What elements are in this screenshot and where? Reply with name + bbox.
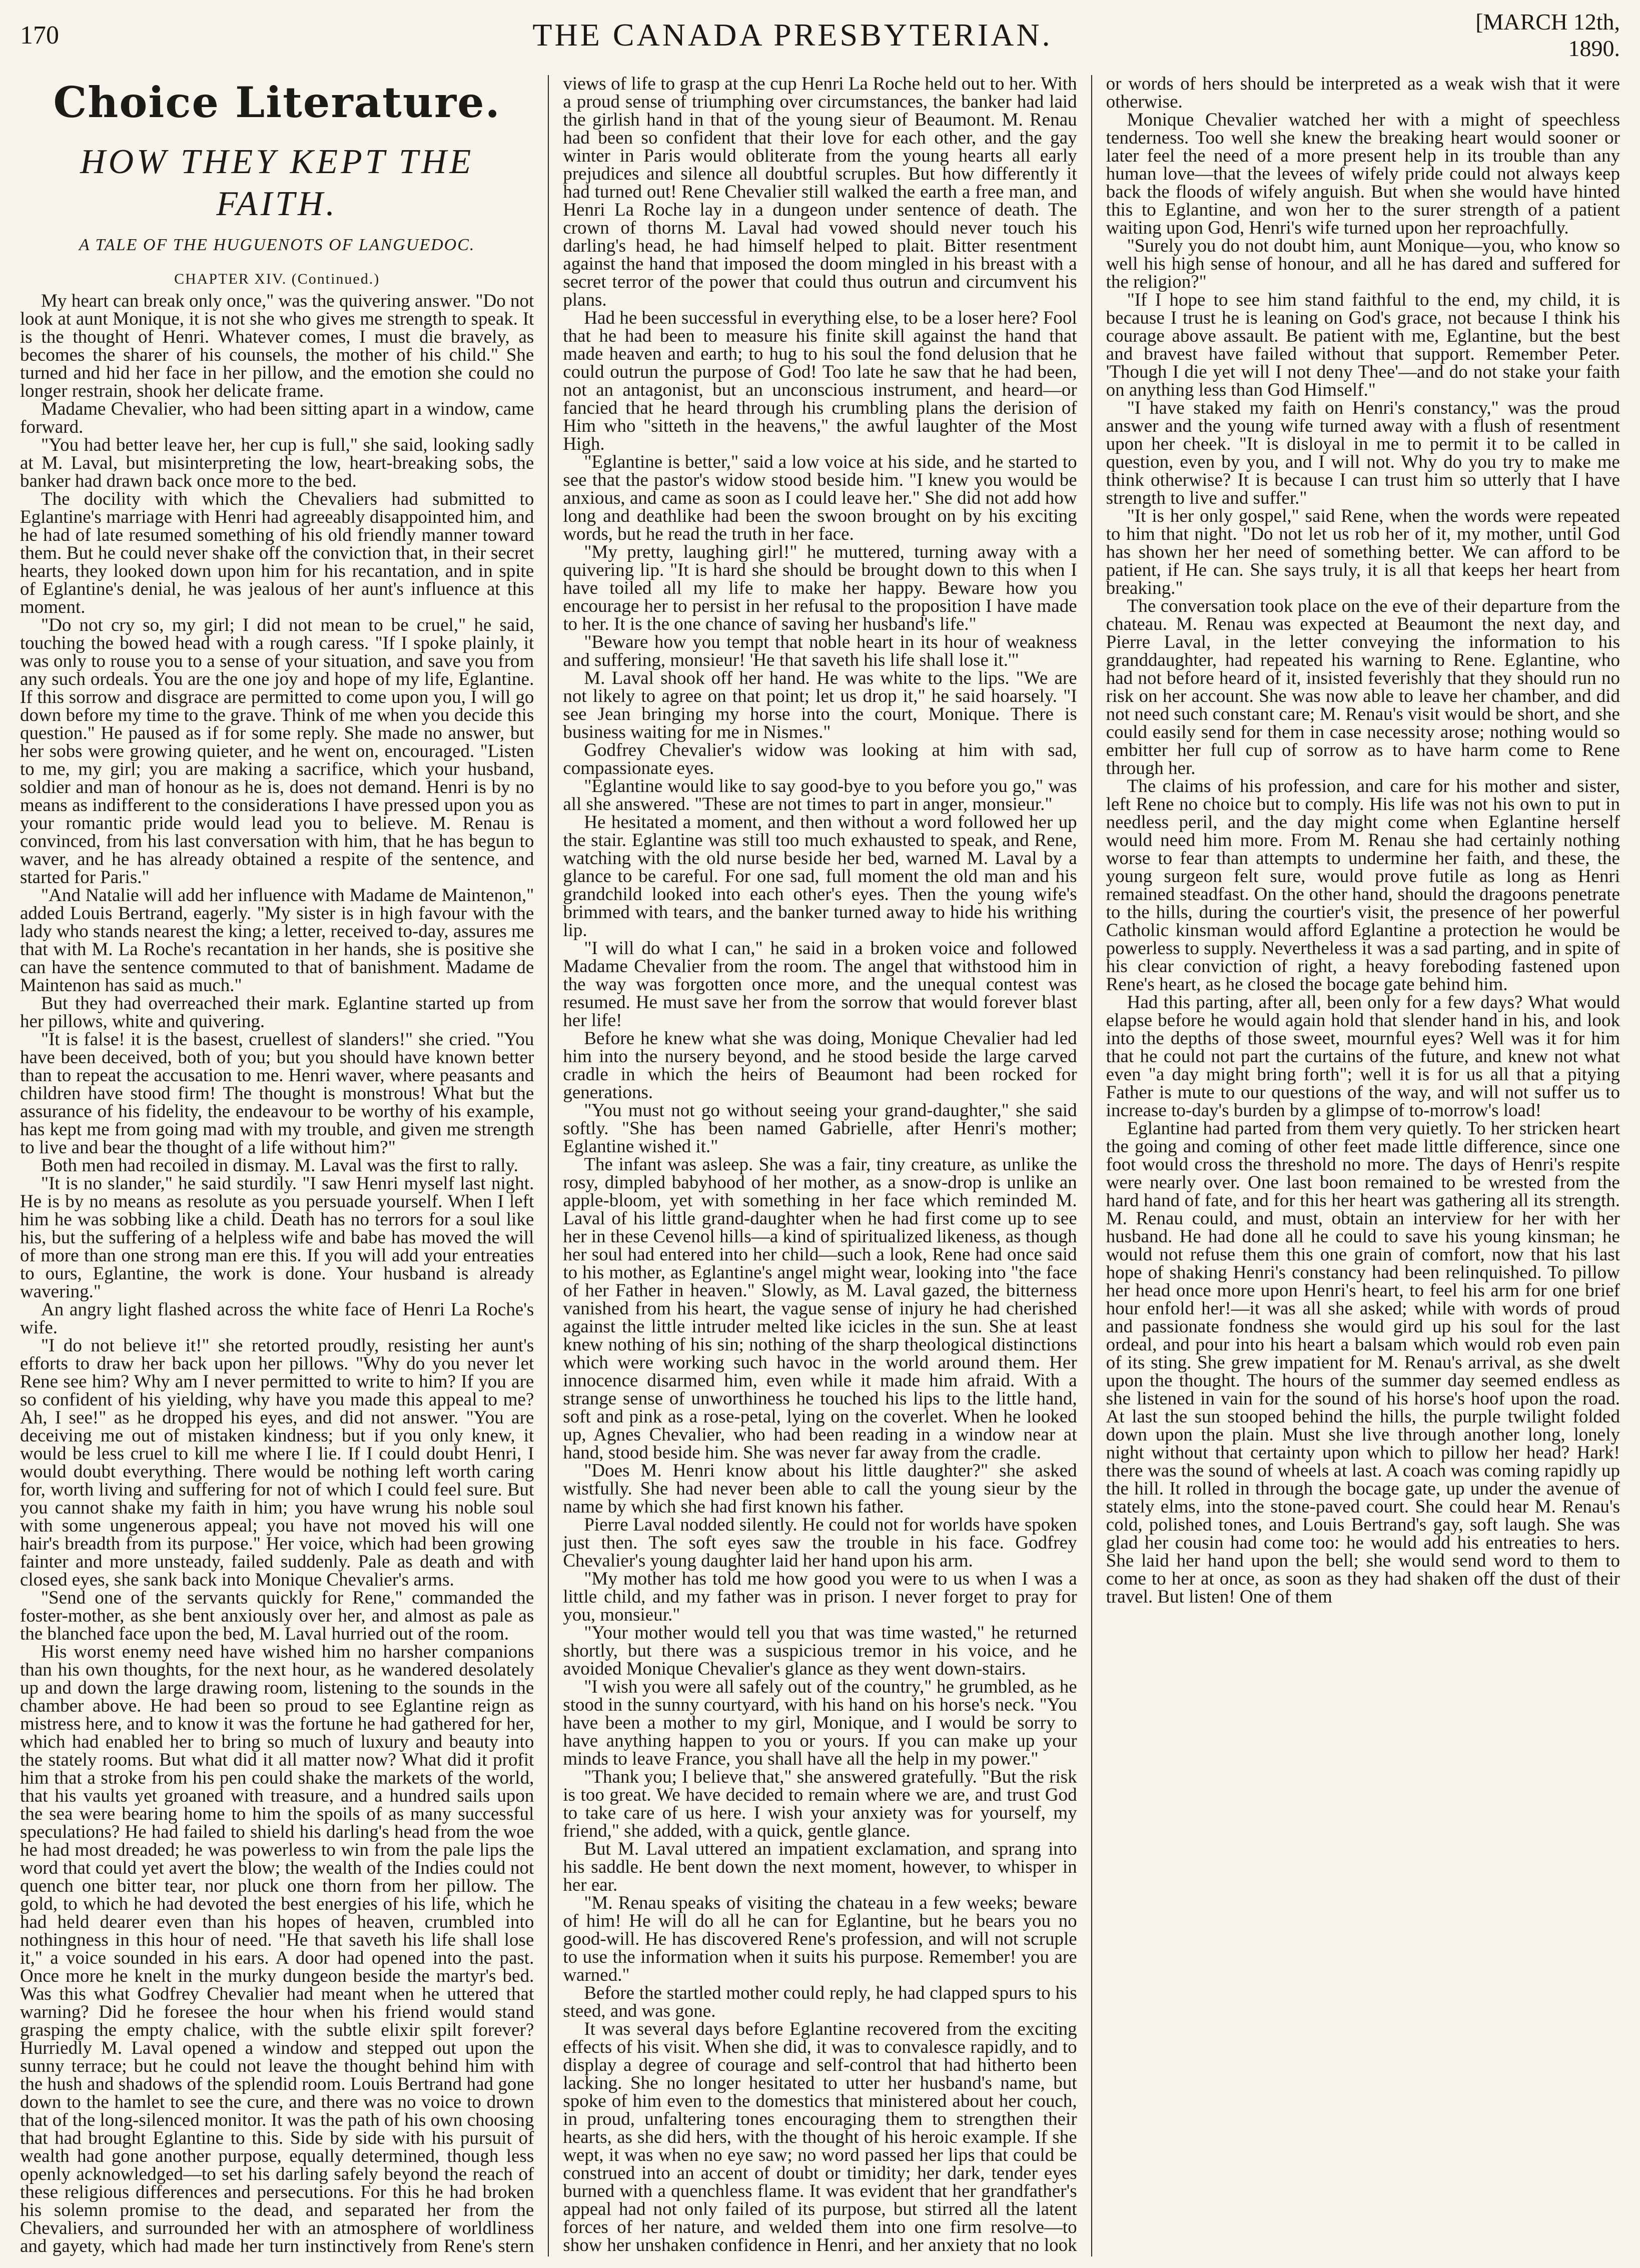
paragraph: "It is no slander," he said sturdily. "I saw Henri myself last night. He is by no means as resolute as you persuade yourself. When I left him he was sobbing like a child. Death has no terrors for a soul like his, but the suffering of a helpless wife and babe has moved the will of more than one strong man ere this. If you will add your entreaties to ours, Eglantine, the work is done. Your husband is already wavering."	[20, 1173, 534, 1302]
story-title: HOW THEY KEPT THE FAITH.	[80, 143, 474, 223]
article-body	[20, 75, 1620, 2256]
running-head	[20, 9, 1620, 61]
paragraph: Monique Chevalier watched her with a might of speechless tenderness. Too well she knew the breaking heart would sooner or later feel the need of a more present help in its trouble than any human love—that the levees of wifely pride could not always keep back the floods of wifely anguish. But when she would have hinted this to Eglantine, and won her to the surer strength of a patient waiting upon God, Henri's wife turned upon her reproachfully.	[1106, 110, 1620, 238]
paragraph: An angry light flashed across the white face of Henri La Roche's wife.	[20, 1299, 534, 1338]
paragraph: "Beware how you tempt that noble heart in its hour of weakness and suffering, monsieur! 'He that saveth his life shall lose it.'"	[563, 632, 1077, 670]
paragraph: My heart can break only once," was the quivering answer. "Do not look at aunt Monique, it is not she who gives me strength to speak. It is the thought of Henri. Whatever comes, I must die bravely, as becomes the sharer of his counsels, the mother of his child." She turned and hid her face in her pillow, and the emotion she could no longer restrain, shook her delicate frame.	[20, 291, 534, 401]
paragraph: "You must not go without seeing your grand-daughter," she said softly. "She has been named Gabrielle, after Henri's mother; Eglantine wished it."	[563, 1100, 1077, 1157]
chapter-heading: CHAPTER XIV. (Continued.)	[174, 271, 380, 287]
paragraph: The docility with which the Chevaliers had submitted to Eglantine's marriage with Henri had agreeably disappointed him, and he had of late resumed something of his old friendly manner toward them. But he could never shake off the conviction that, in their secret hearts, they looked down upon him for his recantation, and in spite of Eglantine's denial, he was jealous of her aunt's influence at this moment.	[20, 489, 534, 617]
paragraph: It was several days before Eglantine recovered from the exciting effects of his visit. When she did, it was to convalesce rapidly, and to display a degree of courage and self-control that had hitherto been lacking. She no longer hesitated to utter her husband's name, but spoke of him even to the domestics that ministered about her couch, in proud, unfaltering tones encouraging them to strengthen their hearts, as she did hers, with the thought of his heroic example. If she wept, it was when no eye saw; no word passed her lips that could be construed into an accent of doubt or timidity; her dark, tender eyes burned with a quenchless flame. It was evident that her grandfather's appeal had not only failed of its purpose, but stirred all the latent forces of her nature, and welded them into one firm resolve—to show her unshaken confidence in Henri, and her anxiety that no look or words of hers should be interpreted as a weak wish that it were otherwise.	[563, 74, 1620, 2255]
paragraph: "Eglantine is better," said a low voice at his side, and he started to see that the pastor's widow stood beside him. "I knew you would be anxious, and came as soon as I could leave her." She did not add how long and deathlike had been the swoon brought on by his exciting words, but he read the truth in her face.	[563, 452, 1077, 544]
article-columns	[20, 75, 1620, 2256]
page-number: 170	[20, 21, 59, 50]
publication-title: THE CANADA PRESBYTERIAN.	[532, 17, 1053, 53]
paragraph: "You had better leave her, her cup is full," she said, looking sadly at M. Laval, but misinterpreting the low, heart-breaking sobs, the banker had drawn back once more to the bed.	[20, 435, 534, 491]
paragraph: "My pretty, laughing girl!" he muttered, turning away with a quivering lip. "It is hard she should be brought down to this when I have toiled all my life to make her happy. Beware how you encourage her to persist in her refusal to the proposition I have made to her. It is the one chance of saving her husband's life."	[563, 542, 1077, 634]
paragraph: "Thank you; I believe that," she answered gratefully. "But the risk is too great. We have decided to remain where we are, and trust God to take care of us here. I wish your anxiety was for yourself, my friend," she added, with a quick, gentle glance.	[563, 1767, 1077, 1841]
paragraph: Eglantine had parted from them very quietly. To her stricken heart the going and coming of other feet made little difference, since one foot would cross the threshold no more. The days of Henri's respite were nearly over. One last boon remained to be wrested from the hard hand of fate, and for this her heart was gathering all its strength. M. Renau could, and must, obtain an interview for her with her husband. He had done all he could to save his young kinsman; he would not refuse them this one grain of comfort, now that his last hope of shaking Henri's constancy had been relinquished. To pillow her head once more upon Henri's heart, to feel his arm for one brief hour enfold her!—it was all she asked; while with words of proud and passionate fondness she would gird up his soul for the last ordeal, and pour into his heart a balsam which would rob even pain of its sting. She grew impatient for M. Renau's arrival, as she dwelt upon the thought. The hours of the summer day seemed endless as she listened in vain for the sound of his horse's hoof upon the road. At last the sun stooped behind the hills, the purple twilight folded down upon the plain. Must she live through another long, lonely night without that certainty upon which to pillow her head? Hark! there was the sound of wheels at last. A coach was coming rapidly up the hill. It rolled in through the bocage gate, up under the avenue of stately elms, into the stone-paved court. She could hear M. Renau's cold, polished tones, and Louis Bertrand's gay, soft laugh. She was glad her cousin had come too: he would add his entreaties to hers. She laid her hand upon the bell; she would send word to them to come to her at once, as soon as they had shaken off the dust of their travel. But listen! One of them	[1106, 1118, 1620, 1607]
paragraph: His worst enemy need have wished him no harsher companions than his own thoughts, for the next hour, as he wandered desolately up and down the large drawing room, listening to the sounds in the chamber above. He had been so proud to see Eglantine reign as mistress here, and to know it was the fortune he had gathered for her, which had enabled her to bring so much of luxury and beauty into the stately rooms. But what did it all matter now? What did it profit him that a stroke from his pen could shake the markets of the world, that his vaults yet groaned with treasure, and a hundred sails upon the sea were bearing home to him the spoils of as many successful speculations? He had failed to shield his darling's head from the woe he had most dreaded; he was powerless to win from the pale lips the word that could yet avert the blow; the wealth of the Indies could not quench one bitter tear, nor pluck one thorn from her pillow. The gold, to which he had devoted the best energies of his life, which he had held dearer even than his hopes of heaven, crumbled into nothingness in this hour of need. "He that saveth his life shall lose it," a voice sounded in his ears. A door had opened into the past. Once more he knelt in the murky dungeon beside the martyr's bed. Was this what Godfrey Chevalier had meant when he uttered that warning? Did he foresee the hour when his friend would stand grasping the empty chalice, with the subtle elixir spilt forever? Hurriedly M. Laval opened a window and stepped out upon the sunny terrace; but he could not leave the thought behind him with the hush and shadows of the splendid room. Louis Bertrand had gone down to the hamlet to see the cure, and there was no voice to drown that of the long-silenced monitor. It was the path of his own choosing that had brought Eglantine to this. Side by side with his pursuit of wealth had gone another purpose, equally determined, though less openly acknowledged—to set his darling safely beyond the reach of these religious differences and persecutions. For this he had broken his solemn promise to the dead, and separated her from the Chevaliers, and surrounded her with an atmosphere of worldliness and gayety, which had made her turn instinctively from Rene's stern views of life to grasp at the cup Henri La Roche held out to her. With a proud sense of triumphing over circumstances, the banker had laid the girlish hand in that of the young sieur of Beaumont. M. Renau had been so confident that their love for each other, and the gay winter in Paris would obliterate from the young hearts all early prejudices and silence all doubtful scruples. But how differently it had turned out! Rene Chevalier still walked the earth a free man, and Henri La Roche lay in a dungeon under sentence of death. The crown of thorns M. Laval had vowed should never touch his darling's head, he had himself helped to plait. Bitter resentment against the hand that imposed the doom mingled in his breast with a secret terror of the power that could thus outrun and circumvent his plans.	[20, 74, 1077, 2256]
paragraph: Before the startled mother could reply, he had clapped spurs to his steed, and was gone.	[563, 1983, 1077, 2021]
paragraph: "Eglantine would like to say good-bye to you before you go," was all she answered. "These are not times to part in anger, monsieur."	[563, 776, 1077, 815]
paragraph: "If I hope to see him stand faithful to the end, my child, it is because I trust he is leaning on God's grace, not because I think his courage above assault. Be patient with me, Eglantine, but the best and bravest have failed without that support. Remember Peter. 'Though I die yet will I not deny Thee'—and do not stake your faith on anything less than God Himself."	[1106, 290, 1620, 400]
paragraph: The conversation took place on the eve of their departure from the chateau. M. Renau was expected at Beaumont the next day, and Pierre Laval, in the letter conveying the information to his granddaughter, had repeated his warning to Rene. Eglantine, who had not before heard of it, insisted feverishly that they should run no risk on her account. She was now able to leave her chamber, and did not need such constant care; M. Renau's visit would be short, and she could easily send for them in case necessity arose; nothing would so embitter her full cup of sorrow as to have harm come to Rene through her.	[1106, 596, 1620, 779]
paragraph: Both men had recoiled in dismay. M. Laval was the first to rally.	[41, 1155, 518, 1176]
paragraph: But M. Laval uttered an impatient exclamation, and sprang into his saddle. He bent down the next moment, however, to whisper in her ear.	[563, 1839, 1077, 1895]
paragraph: "And Natalie will add her influence with Madame de Maintenon," added Louis Bertrand, eagerly. "My sister is in high favour with the lady who stands nearest the king; a letter, received to-day, assures me that with M. La Roche's recantation in her hands, she is positive she can have the sentence commuted to that of banishment. Madame de Maintenon has said as much."	[20, 885, 534, 996]
paragraph: Madame Chevalier, who had been sitting apart in a window, came forward.	[20, 399, 534, 437]
paragraph: M. Laval shook off her hand. He was white to the lips. "We are not likely to agree on that point; let us drop it," he said hoarsely. "I see Jean bringing my horse into the court, Monique. There is business waiting for me in Nismes."	[563, 668, 1077, 742]
paragraph: "It is her only gospel," said Rene, when the words were repeated to him that night. "Do not let us rob her of it, my mother, until God has shown her her need of something better. We can afford to be patient, if He can. She says truly, it is all that keeps her heart from breaking."	[1106, 506, 1620, 598]
story-subtitle: A TALE OF THE HUGUENOTS OF LANGUEDOC.	[79, 236, 475, 254]
paragraph: "Does M. Henri know about his little daughter?" she asked wistfully. She had never been able to call the young sieur by the name by which she had first known his father.	[563, 1460, 1077, 1517]
paragraph: "Your mother would tell you that was time wasted," he returned shortly, but there was a suspicious tremor in his voice, and he avoided Monique Chevalier's glance as they went down-stairs.	[563, 1623, 1077, 1679]
paragraph: The infant was asleep. She was a fair, tiny creature, as unlike the rosy, dimpled babyhood of her mother, as a snow-drop is unlike an apple-bloom, yet with something in her face which reminded M. Laval of his little grand-daughter when he had first come up to see her in these Cevenol hills—a kind of spiritualized likeness, as though her soul had entered into her child—such a look, Rene had once said to his mother, as Eglantine's angel might wear, looking into "the face of her Father in heaven." Slowly, as M. Laval gazed, the bitterness vanished from his heart, the vague sense of injury he had cherished against the little intruder melted like icicles in the sun. She at least knew nothing of his sin; nothing of the sharp theological distinctions which were working such havoc in the world around them. Her innocence disarmed him, even while it made him afraid. With a strange sense of unworthiness he touched his lips to the little hand, soft and pink as a rose-petal, lying on the coverlet. When he looked up, Agnes Chevalier, who had been reading in a window near at hand, stood beside him. She was never far away from the cradle.	[563, 1154, 1077, 1463]
paragraph: Pierre Laval nodded silently. He could not for worlds have spoken just then. The soft eyes saw the trouble in his face. Godfrey Chevalier's young daughter laid her hand upon his arm.	[563, 1515, 1077, 1571]
paragraph: Godfrey Chevalier's widow was looking at him with sad, compassionate eyes.	[563, 740, 1077, 779]
paragraph: But they had overreached their mark. Eglantine started up from her pillows, white and quivering.	[20, 993, 534, 1032]
paragraph: "Surely you do not doubt him, aunt Monique—you, who know so well his high sense of honour, and all he has dared and suffered for the religion?"	[1106, 236, 1620, 292]
paragraph: "I do not believe it!" she retorted proudly, resisting her aunt's efforts to draw her back upon her pillows. "Why do you never let Rene see him? Why am I never permitted to write to him? If you are so confident of his yielding, why have you made this appeal to me? Ah, I see!" as he dropped his eyes, and did not answer. "You are deceiving me out of mistaken kindness; but if you only knew, it would be less cruel to kill me where I lie. If I could doubt Henri, I would doubt everything. There would be nothing left worth caring for, worth living and suffering for not of which I could feel sure. But you cannot shake my faith in him; you have wrung his noble soul with some ungenerous appeal; you have not moved his will one hair's breadth from its purpose." Her voice, which had been growing fainter and more unsteady, failed suddenly. Pale as death and with closed eyes, she sank back into Monique Chevalier's arms.	[20, 1335, 534, 1590]
paragraph: He hesitated a moment, and then without a word followed her up the stair. Eglantine was still too much exhausted to speak, and Rene, watching with the old nurse beside her bed, warned M. Laval by a glance to be careful. For one sad, full moment the old man and his grandchild looked into each other's eyes. Then the young wife's brimmed with tears, and the banker turned away to hide his writhing lip.	[563, 812, 1077, 941]
paragraph: "My mother has told me how good you were to us when I was a little child, and my father was in prison. I never forget to pray for you, monsieur."	[563, 1569, 1077, 1625]
paragraph: "M. Renau speaks of visiting the chateau in a few weeks; beware of him! He will do all he can for Eglantine, but he bears you no good-will. He has discovered Rene's profession, and will not scruple to use the information when it suits his purpose. Remember! you are warned."	[563, 1893, 1077, 1985]
issue-date: [MARCH 12th, 1890.	[1475, 9, 1620, 61]
paragraph: "It is false! it is the basest, cruellest of slanders!" she cried. "You have been deceived, both of you; but you should have known better than to repeat the accusation to me. Henri waver, where peasants and children have stood firm! The thought is monstrous! What but the assurance of his fidelity, the endeavour to be worthy of his example, has kept me from going mad with my trouble, and given me strength to live and bear the thought of a life without him?"	[20, 1029, 534, 1158]
paragraph: "I will do what I can," he said in a broken voice and followed Madame Chevalier from the room. The angel that withstood him in the way was forgotten once more, and the unequal contest was resumed. He must save her from the sorrow that would forever blast her life!	[563, 938, 1077, 1031]
section-heading: Choice Literature.	[53, 78, 501, 127]
paragraph: "Send one of the servants quickly for Rene," commanded the foster-mother, as she bent anxiously over her, and almost as pale as the blanched face upon the bed, M. Laval hurried out of the room.	[20, 1588, 534, 1644]
paragraph: Before he knew what she was doing, Monique Chevalier had led him into the nursery beyond, and he stood beside the large carved cradle in which the heirs of Beaumont had been rocked for generations.	[563, 1028, 1077, 1103]
paragraph: "I have staked my faith on Henri's constancy," was the proud answer and the young wife turned away with a flush of resentment upon her cheek. "It is disloyal in me to permit it to be called in question, even by you, and I will not. Why do you try to make me think otherwise? It is because I can trust him so utterly that I have strength to live and suffer."	[1106, 398, 1620, 508]
paragraph: Had he been successful in everything else, to be a loser here? Fool that he had been to measure his finite skill against the hand that made heaven and earth; to hug to his soul the fond delusion that he could outrun the purpose of God! Too late he saw that he had been, not an antagonist, but an unconscious instrument, and heard—or fancied that he heard through his crumbling plans the derision of Him who "sitteth in the heavens," the awful laughter of the Most High.	[563, 308, 1077, 454]
paragraph: "I wish you were all safely out of the country," he grumbled, as he stood in the sunny courtyard, with his hand on his horse's neck. "You have been a mother to my girl, Monique, and I would be sorry to have anything happen to you or yours. If you can make up your minds to leave France, you shall have all the help in my power."	[563, 1677, 1077, 1769]
paragraph: Had this parting, after all, been only for a few days? What would elapse before he would again hold that slender hand in his, and look into the depths of those sweet, mournful eyes? Well was it for him that he could not part the curtains of the future, and knew not what even "a day might bring forth"; well it is for us all that a pitying Father is mute to our questions of the way, and will not suffer us to increase to-day's burden by a glimpse of to-morrow's load!	[1106, 992, 1620, 1121]
paragraph: The claims of his profession, and care for his mother and sister, left Rene no choice but to comply. His life was not his own to put in needless peril, and the day might come when Eglantine herself would need him more. From M. Renau she had certainly nothing worse to fear than attempts to undermine her faith, and these, the young surgeon felt sure, would prove futile as long as Henri remained steadfast. On the other hand, should the dragoons penetrate to the hills, during the courtier's visit, the presence of her powerful Catholic kinsman would afford Eglantine a protection he would be powerless to supply. Nevertheless it was a sad parting, and in spite of his clear conviction of right, a heavy foreboding fastened upon Rene's heart, as he closed the bocage gate behind him.	[1106, 776, 1620, 995]
paragraph: "Do not cry so, my girl; I did not mean to be cruel," he said, touching the bowed head with a rough caress. "If I spoke plainly, it was only to rouse you to a sense of your situation, and save you from any such ordeals. You are the one joy and hope of my life, Eglantine. If this sorrow and disgrace are permitted to come upon you, I will go down before my time to the grave. Think of me when you decide this question." He paused as if for some reply. She made no answer, but her sobs were growing quieter, and he went on, encouraged. "Listen to me, my girl; you are making a sacrifice, which your husband, soldier and man of honour as he is, does not demand. Henri is by no means as indifferent to the considerations I have pressed upon you as your romantic pride would lead you to believe. M. Renau is convinced, from his last conversation with him, that he has begun to waver, and he has already obtained a respite of the sentence, and started for Paris."	[20, 615, 534, 888]
